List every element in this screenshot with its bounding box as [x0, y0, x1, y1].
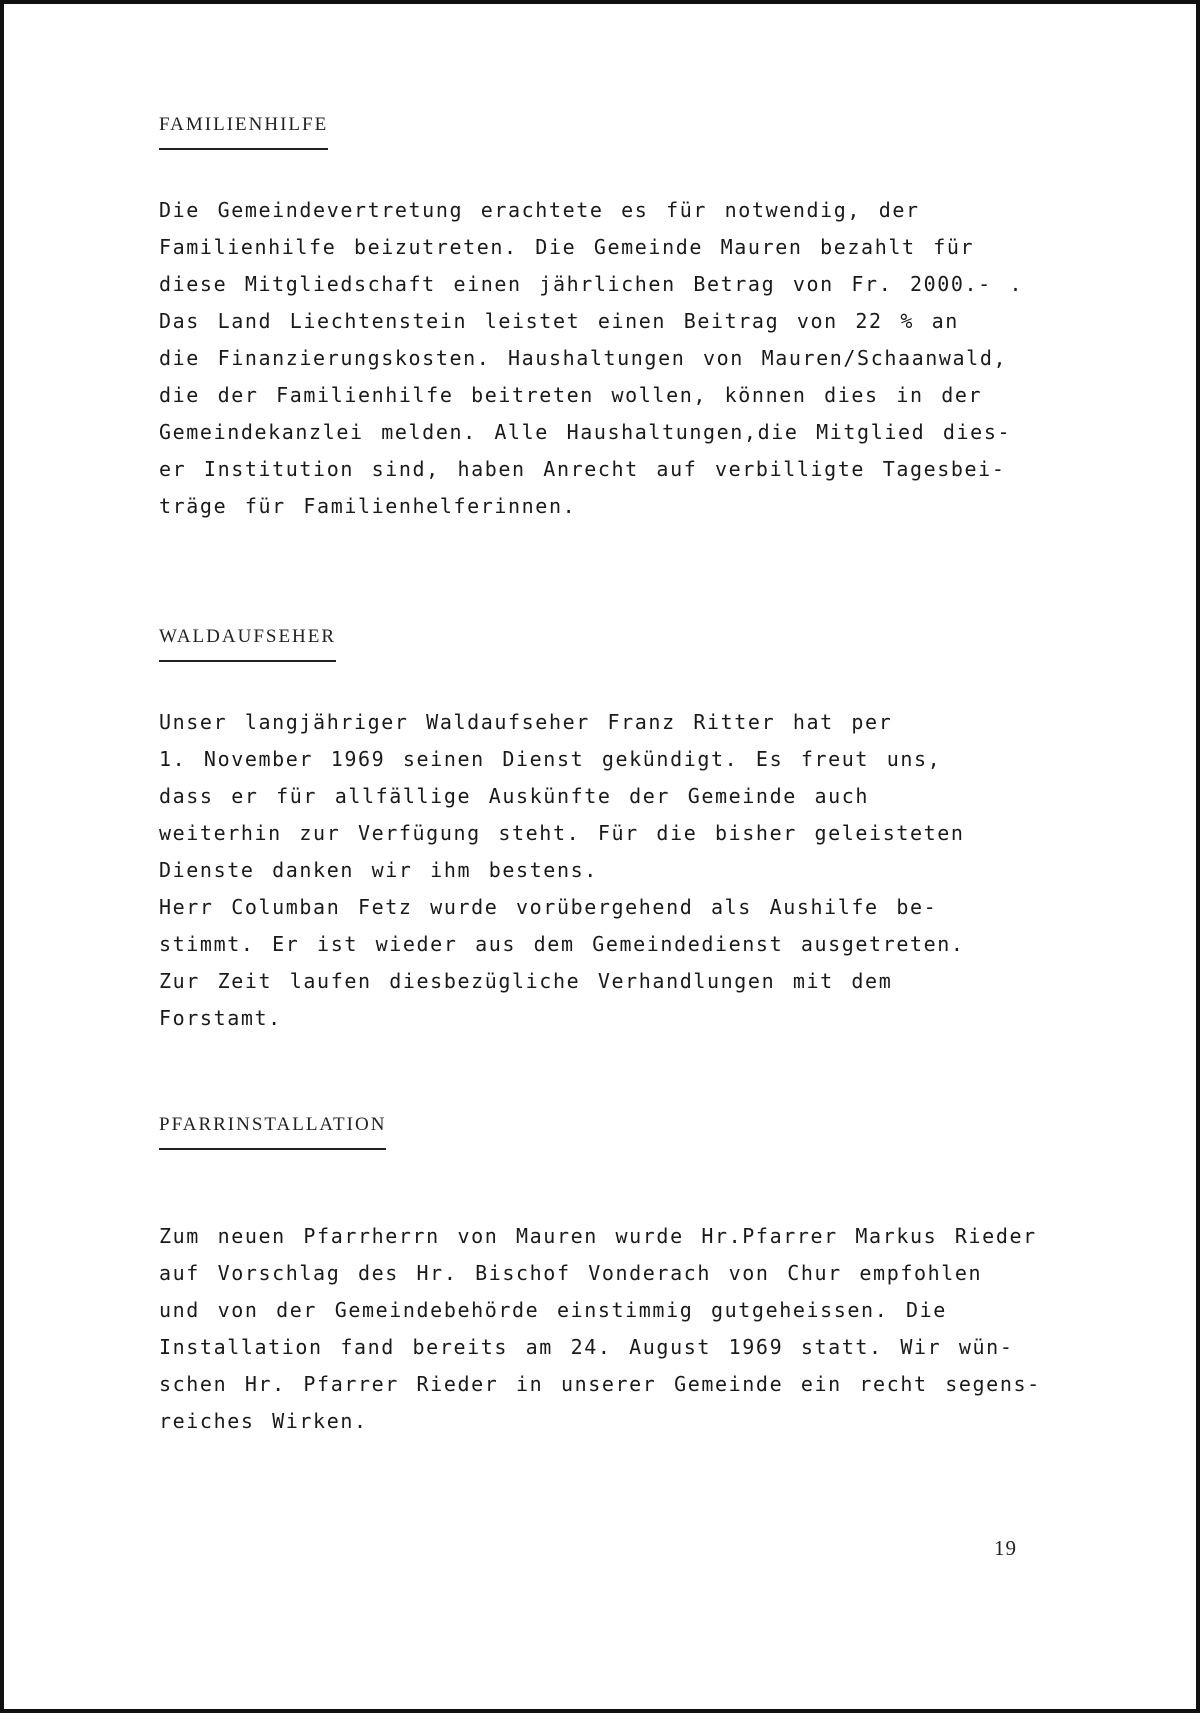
section-heading: PFARRINSTALLATION — [159, 1114, 386, 1150]
section-waldaufseher — [159, 626, 1089, 1037]
text-line: Die Gemeindevertretung erachtete es für notwendig, der — [159, 198, 920, 222]
text-line: Herr Columban Fetz wurde vorübergehend als Aushilfe be- — [159, 895, 938, 919]
text-line: die Finanzierungskosten. Haushaltungen von Mauren/Schaanwald, — [159, 346, 1008, 370]
text-line: diese Mitgliedschaft einen jährlichen Betrag von Fr. 2000.- . — [159, 272, 1024, 296]
text-line: und von der Gemeindebehörde einstimmig gutgeheissen. Die — [159, 1298, 947, 1322]
text-line: dass er für allfällige Auskünfte der Gemeinde auch — [159, 784, 870, 808]
section-body — [159, 1218, 1089, 1440]
text-line: die der Familienhilfe beitreten wollen, können dies in der — [159, 383, 983, 407]
section-pfarrinstallation — [159, 1114, 1089, 1440]
text-line: auf Vorschlag des Hr. Bischof Vonderach von Chur empfohlen — [159, 1261, 983, 1285]
text-line: Unser langjähriger Waldaufseher Franz Ritter hat per — [159, 710, 893, 734]
text-line: er Institution sind, haben Anrecht auf verbilligte Tagesbei- — [159, 457, 1006, 481]
section-heading: WALDAUFSEHER — [159, 626, 336, 662]
page-number: 19 — [994, 1536, 1017, 1560]
text-line: Familienhilfe beizutreten. Die Gemeinde Mauren bezahlt für — [159, 235, 975, 259]
text-line: Dienste danken wir ihm bestens. — [159, 858, 598, 882]
text-line: Das Land Liechtenstein leistet einen Beitrag von 22 % an — [159, 309, 959, 333]
section-familienhilfe — [159, 114, 1089, 525]
text-line: schen Hr. Pfarrer Rieder in unserer Gemeinde ein recht segens- — [159, 1372, 1041, 1396]
text-line: reiches Wirken. — [159, 1409, 368, 1433]
section-body — [159, 192, 1089, 525]
section-heading: FAMILIENHILFE — [159, 114, 328, 150]
text-line: Forstamt. — [159, 1006, 282, 1030]
text-line: Installation fand bereits am 24. August 1969 statt. Wir wün- — [159, 1335, 1014, 1359]
text-line: weiterhin zur Verfügung steht. Für die bisher geleisteten — [159, 821, 965, 845]
text-line: Zur Zeit laufen diesbezügliche Verhandlungen mit dem — [159, 969, 893, 993]
text-line: Gemeindekanzlei melden. Alle Haushaltungen,die Mitglied dies- — [159, 420, 1012, 444]
section-body — [159, 704, 1089, 1037]
text-line: Zum neuen Pfarrherrn von Mauren wurde Hr.Pfarrer Markus Rieder — [159, 1224, 1037, 1248]
text-line: 1. November 1969 seinen Dienst gekündigt. Es freut uns, — [159, 747, 942, 771]
text-line: stimmt. Er ist wieder aus dem Gemeindedienst ausgetreten. — [159, 932, 965, 956]
text-line: träge für Familienhelferinnen. — [159, 494, 577, 518]
